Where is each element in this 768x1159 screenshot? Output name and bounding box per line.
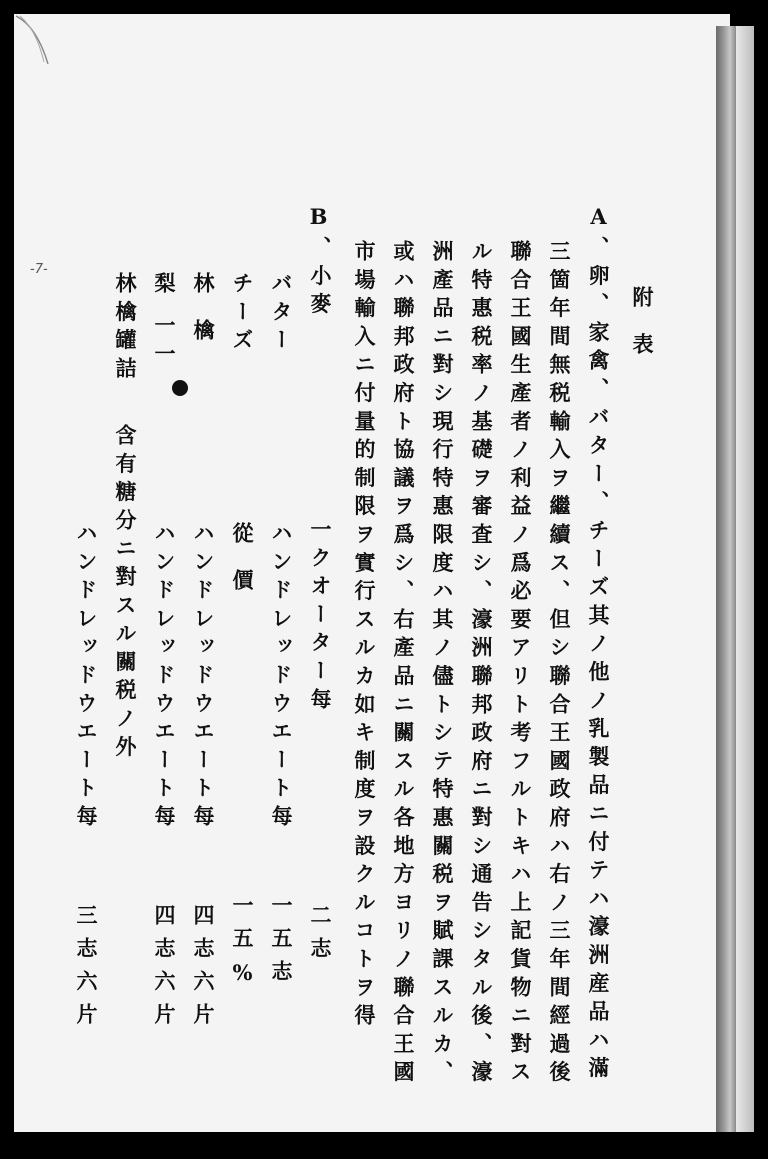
ink-dot-mark	[172, 380, 188, 396]
b-rate-butter: 一五志	[269, 894, 294, 993]
section-a-line-5: 洲產品ニ對シ現行特惠限度ハ其ノ儘トシテ特惠關税ヲ賦課スルカ、	[430, 240, 455, 1089]
b-basis-apples: ハンドレッドウエート每	[191, 522, 216, 834]
b-item-butter: バター	[269, 272, 294, 357]
section-b-marker: B	[306, 204, 331, 237]
b-rate-apples: 四志六片	[191, 904, 216, 1036]
b-rate-pears: 四志六片	[152, 904, 177, 1036]
b-item-cheese: チーズ	[230, 272, 255, 357]
b-basis-wheat: 一クオーター每	[308, 518, 333, 717]
section-a-line-1: 、卵、家禽、バター、チーズ其ノ他ノ乳製品ニ付テハ濠洲産品ハ滿	[586, 236, 611, 1085]
section-a-marker: A	[586, 204, 611, 237]
b-item-apples: 林檎	[191, 272, 216, 366]
b-pear-dash: 一一	[152, 314, 177, 371]
b-rate-wheat: 二志	[308, 904, 333, 970]
section-a-line-2: 三箇年間無税輸入ヲ繼續ス、但シ聯合王國政府ハ右ノ三年間經過後	[547, 240, 572, 1089]
b-item-wheat: 、小麥	[308, 236, 333, 321]
scan-corner-mark	[14, 14, 54, 74]
b-rate-canned-apples: 三志六片	[74, 904, 99, 1036]
document-page	[14, 14, 730, 1132]
scan-page-edge	[716, 26, 736, 1132]
page-title: 附表	[630, 286, 655, 380]
section-a-line-4: ル特惠税率ノ基礎ヲ審査シ、濠洲聯邦政府ニ對シ通告シタル後、濠	[469, 240, 494, 1089]
b-basis-canned-apples: ハンドレッドウエート每	[74, 522, 99, 834]
margin-page-mark: -7-	[30, 262, 48, 277]
section-a-line-7: 市場輸入ニ付量的制限ヲ實行スルカ如キ制度ヲ設クルコトヲ得	[352, 240, 377, 1033]
b-rate-cheese: 一五%	[230, 894, 255, 997]
b-item-pears: 梨	[152, 272, 177, 301]
section-a-line-6: 或ハ聯邦政府ト協議ヲ爲シ、右產品ニ關スル各地方ヨリノ聯合王國	[391, 240, 416, 1089]
b-basis-butter: ハンドレッドウエート每	[269, 522, 294, 834]
scan-gutter	[736, 26, 754, 1132]
b-item-canned-apples: 林檎罐詰	[113, 272, 138, 386]
b-basis-cheese: 從價	[230, 522, 255, 616]
b-note-canned-apples: 含有糖分ニ對スル關税ノ外	[113, 424, 138, 764]
b-basis-pears: ハンドレッドウエート每	[152, 522, 177, 834]
section-a-line-3: 聯合王國生產者ノ利益ノ爲必要アリト考フルトキハ上記貨物ニ對ス	[508, 240, 533, 1089]
